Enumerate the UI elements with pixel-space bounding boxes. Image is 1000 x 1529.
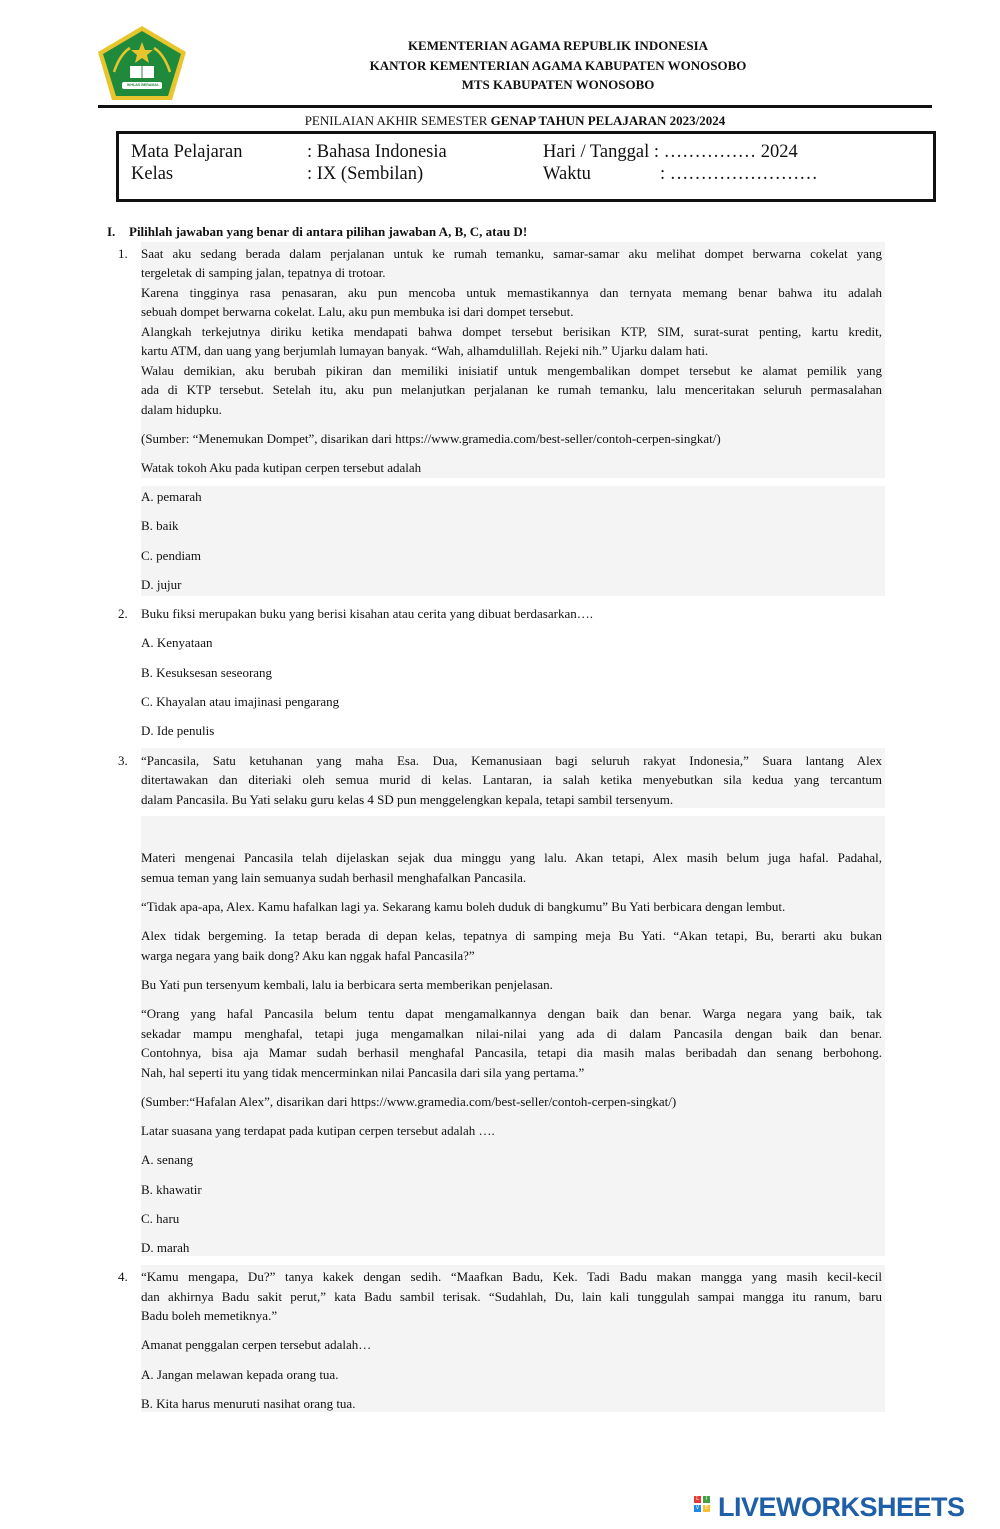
question-1-number: 1. [118,246,128,261]
section-instruction: Pilihlah jawaban yang benar di antara pilihan jawaban A, B, C, atau D! [129,224,528,239]
time-label: Waktu [543,164,591,184]
question-3-paragraph-line: Nah, hal seperti itu yang tidak mencerminkan nilai Pancasila dari sila yang pertama.” [141,1065,585,1080]
question-1-line: sebuah dompet berwarna cokelat. Lalu, aku pun membuka isi dari dompet tersebut. [141,304,574,319]
question-1-option-c[interactable]: C. pendiam [141,548,201,563]
question-3-paragraph: “Tidak apa-apa, Alex. Kamu hafalkan lagi ya. Sekarang kamu boleh duduk di bangkumu” Bu Yati berbicara dengan lembut. [141,899,786,914]
header-ministry: KEMENTERIAN AGAMA REPUBLIK INDONESIA [407,38,709,53]
question-3-paragraph-line: Alex tidak bergeming. Ia tetap berada di depan kelas, tepatnya di samping meja Bu Yati. “Akan tetapi, Bu, berarti aku bukan [141,928,882,943]
question-3-line: “Pancasila, Satu ketuhanan yang maha Esa. Dua, Kemanusiaan bagi seluruh rakyat Indonesia,” Suara lantang Alex [141,753,882,768]
question-3-paragraph-line: “Orang yang hafal Pancasila belum tentu dapat mengamalkannya dengan baik dan benar. Warga negara yang baik, tak [141,1006,882,1021]
question-4-prompt: Amanat penggalan cerpen tersebut adalah… [141,1337,372,1352]
question-3-option-b[interactable]: B. khawatir [141,1182,202,1197]
subject-value: : Bahasa Indonesia [307,142,447,162]
question-1-option-a[interactable]: A. pemarah [141,489,202,504]
question-3-number: 3. [118,753,128,768]
question-4-line: dan akhirnya Badu sakit perut,” kata Badu sambil terisak. “Sudahlah, Du, lain kali tunggulah sampai mangga itu ranum, baru [141,1289,882,1304]
question-2-option-c[interactable]: C. Khayalan atau imajinasi pengarang [141,694,340,709]
liveworksheets-watermark [692,1492,992,1522]
class-label: Kelas [131,164,174,184]
exam-title [0,113,1000,129]
logo-motto: IKHLAS BERAMAL [126,83,160,87]
question-3-option-d[interactable]: D. marah [141,1240,190,1255]
question-1-line: Karena tingginya rasa penasaran, aku pun mencoba untuk memastikannya dan ternyata memang benar bahwa itu adalah [141,285,882,300]
question-2-option-a[interactable]: A. Kenyataan [141,635,213,650]
watermark-block-i: I [703,1496,710,1503]
question-4-line: “Kamu mengapa, Du?” tanya kakek dengan sedih. “Maafkan Badu, Kek. Tadi Badu makan mangga yang masih kecil-kecil [141,1269,882,1284]
question-4-option-b[interactable]: B. Kita harus menuruti nasihat orang tua. [141,1396,356,1411]
question-3-line: dalam Pancasila. Bu Yati selaku guru kelas 4 SD pun menggelengkan kepala, tetapi sambil tersenyum. [141,792,674,807]
subject-label: Mata Pelajaran [131,142,243,162]
question-4-number: 4. [118,1269,128,1284]
question-3-source: (Sumber:“Hafalan Alex”, disarikan dari https://www.gramedia.com/best-seller/contoh-cerpen-singkat/) [141,1094,677,1109]
class-value: : IX (Sembilan) [307,164,424,184]
watermark-block-l: L [694,1496,701,1503]
exam-title-bold: GENAP TAHUN PELAJARAN 2023/2024 [490,113,726,128]
question-3-option-a[interactable]: A. senang [141,1152,193,1167]
question-1-line: tergeletak di samping jalan, tepatnya di trotoar. [141,265,386,280]
question-1-line: kartu ATM, dan uang yang berjumlah lumayan banyak. “Wah, alhamdulillah. Rejeki nih.” Ujarku dalam hati. [141,343,709,358]
header-office: KANTOR KEMENTERIAN AGAMA KABUPATEN WONOSOBO [369,57,747,73]
question-1-line: Walau demikian, aku berubah pikiran dan memiliki inisiatif untuk mengembalikan dompet tersebut ke alamat pemilik yang [141,363,882,378]
question-3-paragraph-line: warga negara yang baik dong? Aku kan nggak hafal Pancasila?” [141,948,475,963]
exam-title-plain: PENILAIAN AKHIR SEMESTER [304,113,491,128]
question-4-option-a[interactable]: A. Jangan melawan kepada orang tua. [141,1367,339,1382]
question-1-prompt: Watak tokoh Aku pada kutipan cerpen tersebut adalah [141,460,422,475]
question-2-option-b[interactable]: B. Kesuksesan seseorang [141,665,273,680]
question-3-paragraph-line: Contohnya, bisa aja Mamar sudah berhasil menghafal Pancasila, tetapi dia masih malas beribadah dan senang berbohong. [141,1045,882,1060]
question-1-line: Saat aku sedang berada dalam perjalanan untuk ke rumah temanku, samar-samar aku melihat dompet berwarna cokelat yang [141,246,882,261]
question-3-paragraph-line: semua teman yang lain semuanya sudah berhasil menghafalkan Pancasila. [141,870,527,885]
question-1-line: ada di KTP tersebut. Setelah itu, aku pun melanjutkan perjalanan ke rumah temanku, lalu menceritakan seluruh permasalahan [141,382,882,397]
question-1-line: dalam hidupku. [141,402,222,417]
question-3-option-c[interactable]: C. haru [141,1211,180,1226]
ministry-logo [96,24,188,102]
header-school: MTS KABUPATEN WONOSOBO [461,77,655,92]
question-3-paragraph-line: Materi mengenai Pancasila telah dijelaskan sejak dua minggu yang lalu. Akan tetapi, Alex masih belum juga hafal. Padahal, [141,850,882,865]
question-3-prompt: Latar suasana yang terdapat pada kutipan cerpen tersebut adalah …. [141,1123,495,1138]
question-1-line: Alangkah terkejutnya diriku ketika mendapati bahwa dompet tersebut berisikan KTP, SIM, surat-surat penting, kartu kredit, [141,324,882,339]
question-3-paragraph-line: sekadar mampu menghafal, tetapi juga mengamalkan nilai-nilai yang ada di dalam Pancasila dengan baik dan benar. [141,1026,882,1041]
question-1-source: (Sumber: “Menemukan Dompet”, disarikan dari https://www.gramedia.com/best-seller/contoh-cerpen-singkat/) [141,431,721,446]
question-2-prompt: Buku fiksi merupakan buku yang berisi kisahan atau cerita yang dibuat berdasarkan…. [141,606,593,621]
question-4-line: Badu boleh memetiknya.” [141,1308,278,1323]
question-1-option-b[interactable]: B. baik [141,518,179,533]
watermark-block-v: V [695,1505,700,1511]
question-1-option-d[interactable]: D. jujur [141,577,182,592]
watermark-text: LIVEWORKSHEETS [718,1492,965,1522]
watermark-block-e: E [704,1505,709,1511]
time-value: : …………………… [660,164,818,184]
institution-header [300,36,816,95]
question-2-option-d[interactable]: D. Ide penulis [141,723,215,738]
date-field: Hari / Tanggal : …………… 2024 [543,142,798,162]
question-2-number: 2. [118,606,128,621]
section-number: I. [107,224,116,239]
section-heading [107,224,527,240]
question-3-line: ditertawakan dan diteriaki oleh semua murid di kelas. Lantaran, ia salah ketika menyebutkan sila kedua yang tercantum [141,772,882,787]
question-3-paragraph: Bu Yati pun tersenyum kembali, lalu ia berbicara serta memberikan penjelasan. [141,977,553,992]
header-divider [98,105,932,108]
